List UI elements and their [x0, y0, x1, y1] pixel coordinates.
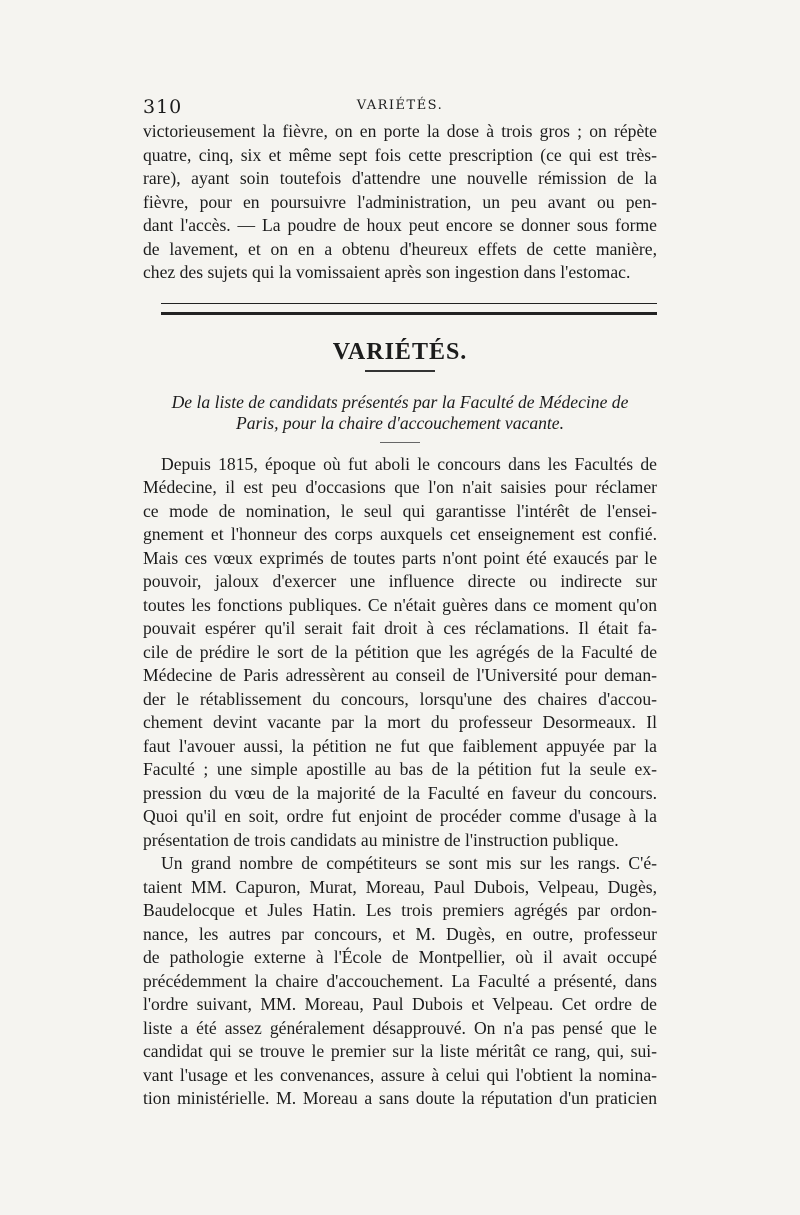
- text-line: Depuis 1815, époque où fut aboli le concours dans les Facultés de: [161, 453, 657, 474]
- text-line: victorieusement la fièvre, on en porte la dose à trois gros ; on répète: [143, 121, 657, 141]
- text-line: chement devint vacante par la mort du professeur Desormeaux. Il: [143, 712, 657, 732]
- text-line: précédemment la chaire d'accouchement. La Faculté a présenté, dans: [143, 970, 657, 991]
- continued-paragraph: [143, 120, 657, 285]
- article-subtitle: [143, 392, 657, 434]
- text-line: faut l'avouer aussi, la pétition ne fut que faiblement appuyée par la: [143, 735, 657, 756]
- text-line: Quoi qu'il en soit, ordre fut enjoint de procéder comme d'usage à la: [143, 806, 657, 826]
- subtitle-line: Paris, pour la chaire d'accouchement vacante.: [235, 412, 565, 433]
- text-line: pouvoir, jaloux d'exercer une influence directe ou indirecte sur: [143, 571, 657, 591]
- text-line: gnement et l'honneur des corps auxquels cet enseignement est confié.: [143, 524, 657, 544]
- running-head: [143, 92, 657, 120]
- text-line: Un grand nombre de compétiteurs se sont mis sur les rangs. C'é-: [161, 853, 657, 873]
- subtitle-line: De la liste de candidats présentés par la Faculté de Médecine de: [171, 391, 629, 412]
- text-line: de pathologie externe à l'École de Montpellier, où il avait occupé: [143, 947, 657, 967]
- text-line: chez des sujets qui la vomissaient après son ingestion dans l'estomac.: [143, 262, 631, 282]
- text-line: ce mode de nomination, le seul qui garantisse l'intérêt de l'ensei-: [143, 500, 657, 521]
- text-line: présentation de trois candidats au ministre de l'instruction publique.: [143, 829, 619, 850]
- section-divider-rule: [161, 303, 657, 315]
- text-line: tion ministérielle. M. Moreau a sans doute la réputation d'un praticien: [143, 1088, 657, 1108]
- text-line: nance, les autres par concours, et M. Dugès, en outre, professeur: [143, 923, 657, 944]
- text-line: taient MM. Capuron, Murat, Moreau, Paul Dubois, Velpeau, Dugès,: [143, 876, 657, 897]
- article-body: [143, 453, 657, 1111]
- text-line: Médecine, il est peu d'occasions que l'on n'ait saisies pour réclamer: [143, 477, 657, 497]
- text-line: Baudelocque et Jules Hatin. Les trois premiers agrégés par ordon-: [143, 900, 657, 920]
- text-line: candidat qui se trouve le premier sur la liste méritât ce rang, qui, sui-: [143, 1041, 657, 1061]
- text-line: Faculté ; une simple apostille au bas de la pétition fut la seule ex-: [143, 759, 657, 779]
- text-line: Médecine de Paris adressèrent au conseil de l'Université pour deman-: [143, 665, 657, 685]
- text-line: fièvre, pour en poursuivre l'administration, un peu avant ou pen-: [143, 191, 657, 212]
- subtitle-divider: [380, 442, 420, 443]
- text-line: cile de prédire le sort de la pétition que les agrégés de la Faculté de: [143, 641, 657, 662]
- book-page: [143, 92, 657, 1111]
- paragraph: [143, 453, 657, 853]
- title-underline: [365, 370, 435, 372]
- paragraph: [143, 852, 657, 1111]
- text-line: de lavement, et on en a obtenu d'heureux effets de cette manière,: [143, 238, 657, 259]
- text-line: quatre, cinq, six et même sept fois cette prescription (ce qui est très-: [143, 144, 657, 165]
- page-number: 310: [143, 96, 183, 118]
- text-line: toutes les fonctions publiques. Ce n'était guères dans ce moment qu'on: [143, 594, 657, 615]
- text-line: rare), ayant soin toutefois d'attendre une nouvelle rémission de la: [143, 168, 657, 188]
- text-line: liste a été assez généralement désapprouvé. On n'a pas pensé que le: [143, 1017, 657, 1038]
- text-line: Mais ces vœux exprimés de toutes parts n'ont point été exaucés par le: [143, 547, 657, 568]
- section-title: VARIÉTÉS.: [332, 338, 468, 365]
- text-line: pouvait espérer qu'il serait fait droit à ces réclamations. Il était fa-: [143, 618, 657, 638]
- text-line: der le rétablissement du concours, lorsqu'une des chaires d'accou-: [143, 688, 657, 709]
- text-line: pression du vœu de la majorité de la Faculté en faveur du concours.: [143, 782, 657, 803]
- text-line: vant l'usage et les convenances, assure à celui qui l'obtient la nomina-: [143, 1064, 657, 1085]
- running-title: VARIÉTÉS.: [356, 98, 444, 113]
- text-line: dant l'accès. — La poudre de houx peut encore se donner sous forme: [143, 215, 657, 235]
- text-line: l'ordre suivant, MM. Moreau, Paul Dubois et Velpeau. Cet ordre de: [143, 994, 657, 1014]
